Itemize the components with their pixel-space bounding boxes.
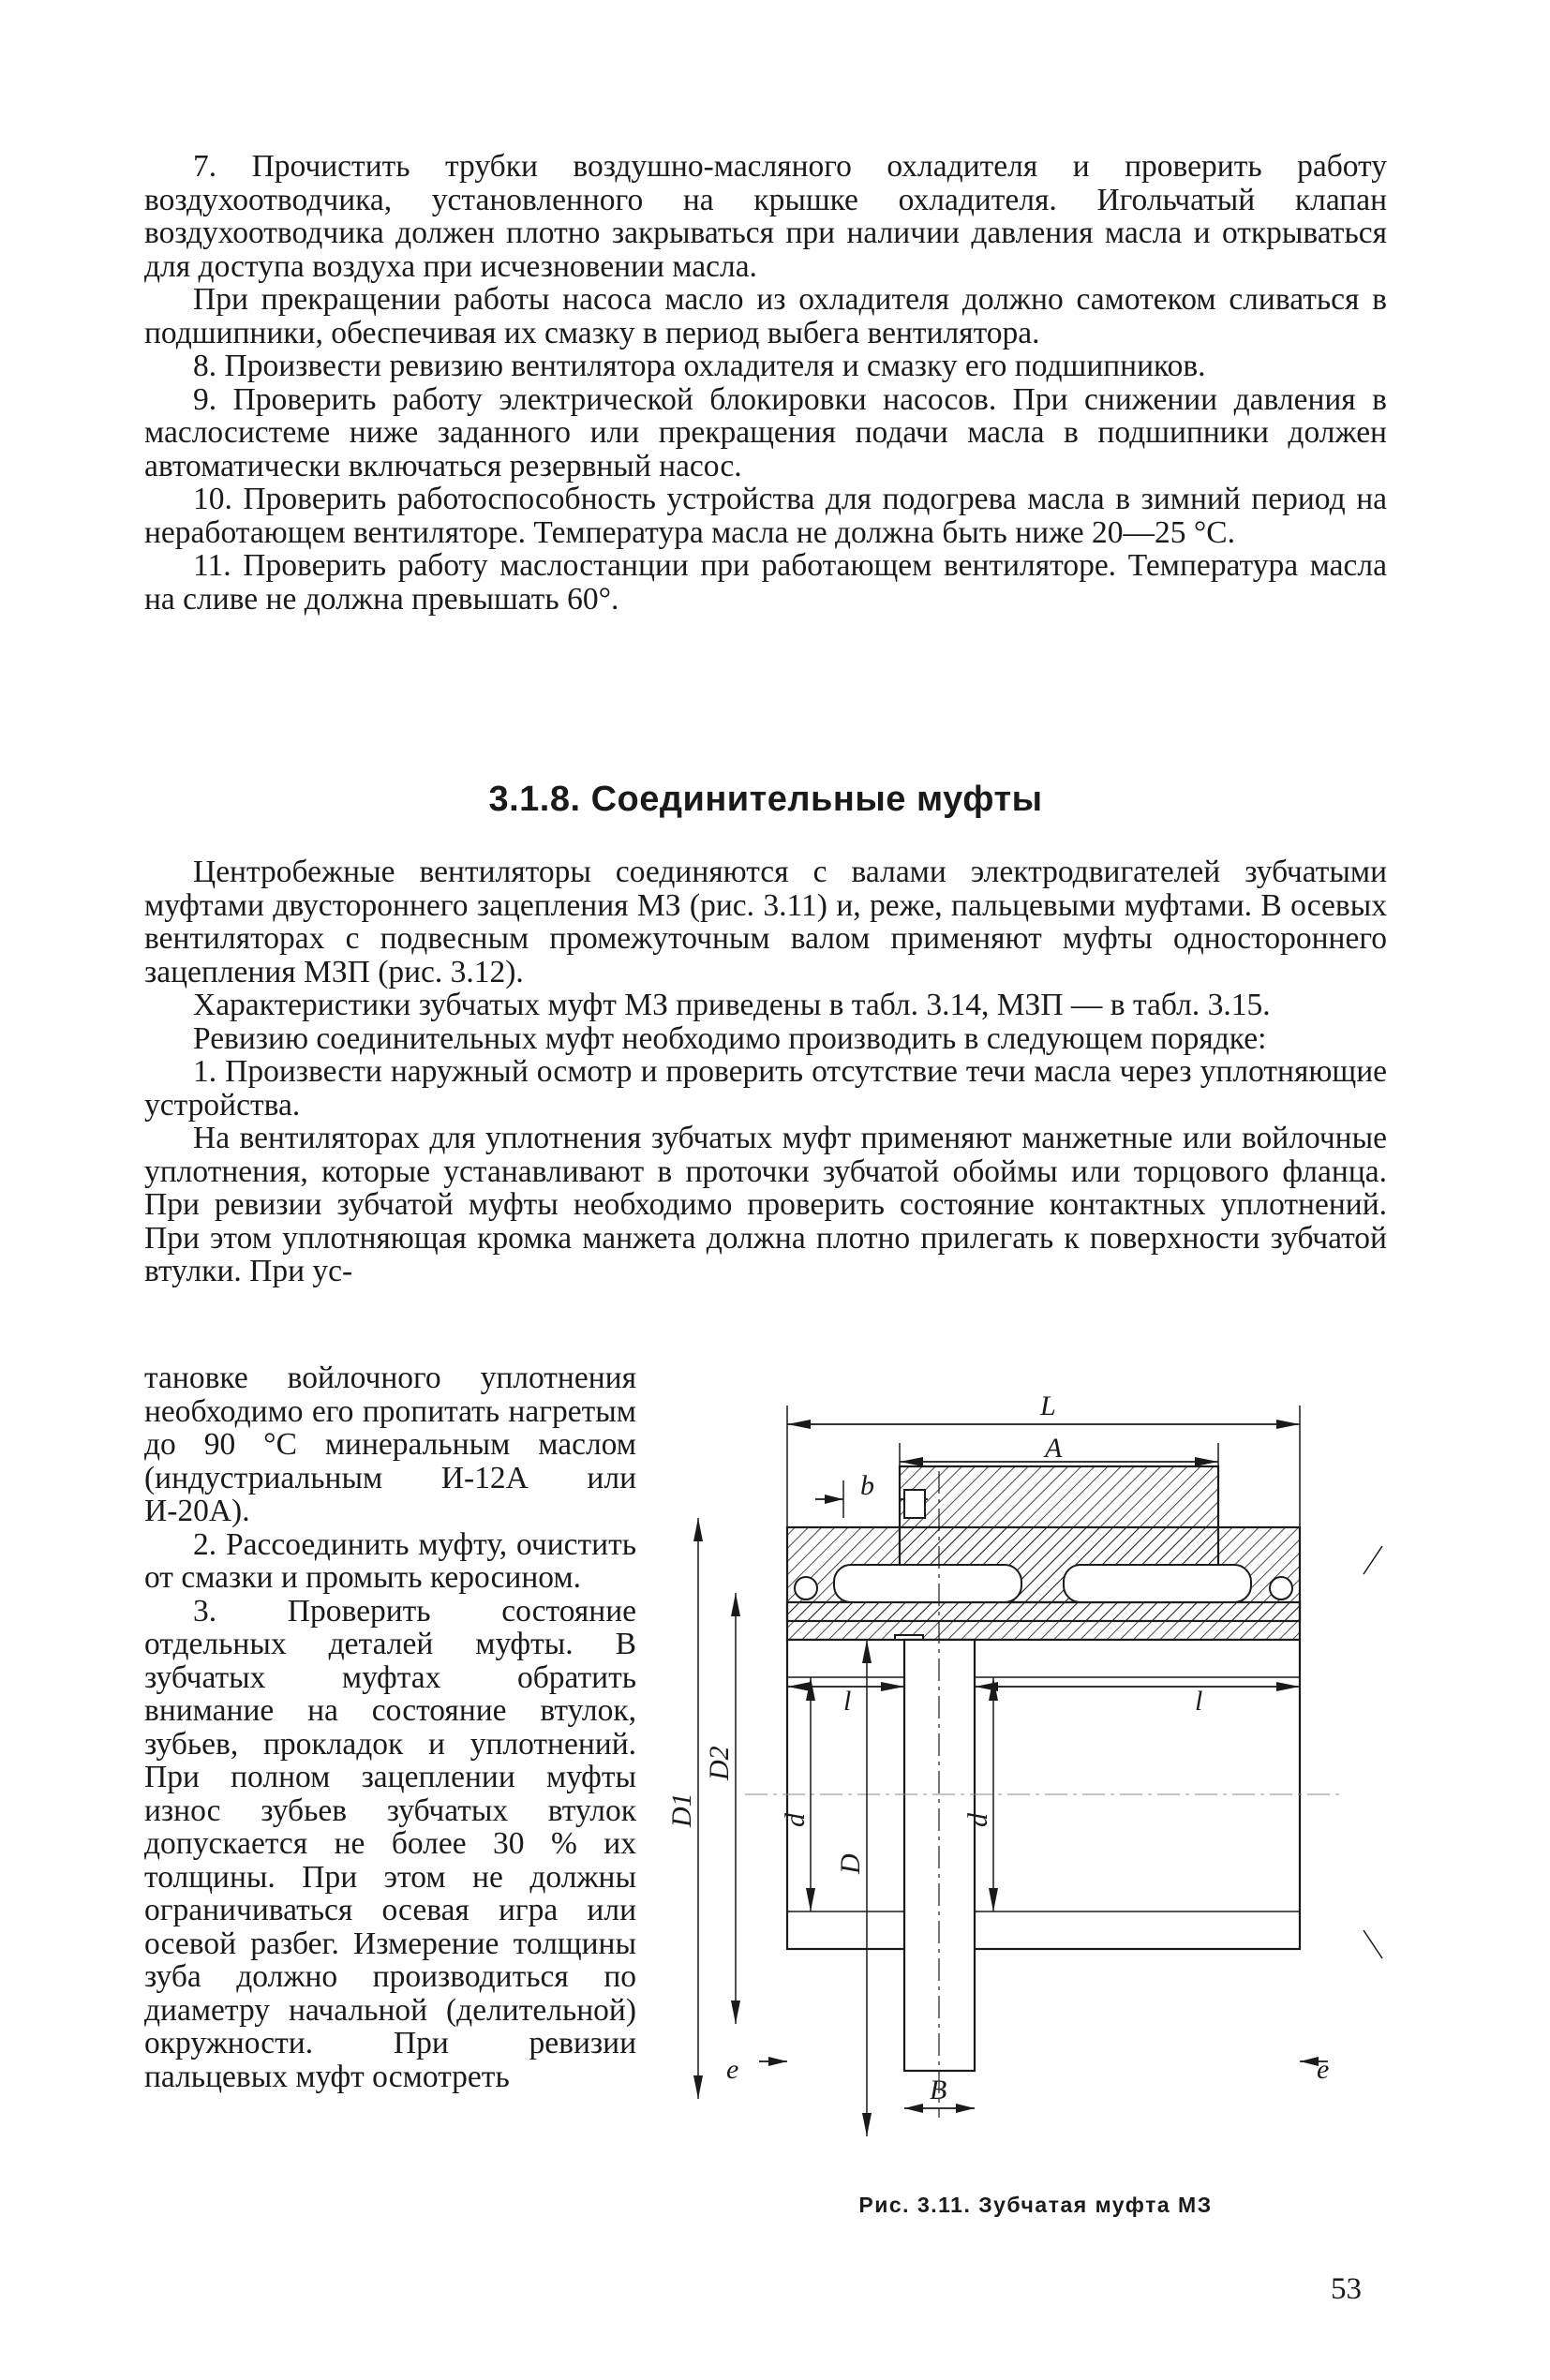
- paragraph: 3. Проверить состояние отдельных деталей муфты. В зубчатых муфтах обратить внимание на состояние втулок, зубьев, прокладок и уплотнений. При полном зацеплении муфты износ зубьев зубчатых втулок допускается не более 30 % их толщины. При этом не должны ограничиваться осевая игра или осевой разбег. Измерение толщины зуба должно производиться по диаметру начальной (делительной) окружности. При ревизии пальцевых муфт осмотреть: [144, 1593, 636, 2094]
- paragraph: При прекращении работы насоса масло из охладителя должно самотеком сливаться в подшипники, обеспечивая их смазку в период выбега вентилятора.: [144, 282, 1387, 350]
- paragraph: 8. Произвести ревизию вентилятора охладителя и смазку его подшипников.: [193, 349, 1206, 383]
- label-D2: D2: [704, 1746, 735, 1780]
- label-l: l: [843, 1686, 852, 1717]
- dimension-e: [726, 2054, 1329, 2085]
- label-l: l: [1195, 1686, 1203, 1717]
- label-A: A: [1045, 1433, 1063, 1464]
- paragraph: Характеристики зубчатых муфт МЗ приведены в табл. 3.14, МЗП — в табл. 3.15.: [193, 988, 1271, 1022]
- label-d: d: [780, 1813, 811, 1827]
- label-L: L: [1040, 1391, 1056, 1421]
- paragraph: Центробежные вентиляторы соединяются с валами электродвигателей зубчатыми муфтами двустороннего зацепления МЗ (рис. 3.11) и, реже, пальцевыми муфтами. В осевых вентиляторах с подвесным промежуточным валом применяют муфты одностороннего зацепления МЗП (рис. 3.12).: [144, 855, 1387, 989]
- section-text-block: [144, 855, 1387, 1288]
- label-d: d: [962, 1813, 993, 1827]
- figure-caption: Рис. 3.11. Зубчатая муфта МЗ: [858, 2193, 1213, 2217]
- dimension-B: [904, 2075, 975, 2113]
- paragraph: 10. Проверить работоспособность устройства для подогрева масла в зимний период на неработающем вентиляторе. Температура масла не должна быть ниже 20—25 °С.: [144, 482, 1387, 550]
- coupling-drawing: [666, 1387, 1401, 2193]
- paragraph: тановке войлочного уплотнения необходимо его пропитать нагретым до 90 °С минеральным маслом (индустриальным И-12А или И-20А).: [144, 1361, 636, 1528]
- label-b: b: [860, 1470, 874, 1501]
- top-text-block: [144, 150, 1387, 616]
- narrow-text-block: [144, 1361, 636, 2093]
- paragraph: 2. Рассоединить муфту, очистить от смазки и промыть керосином.: [144, 1526, 636, 1595]
- label-D: D: [835, 1853, 866, 1874]
- coupling-figure: [666, 1387, 1401, 2193]
- label-D1: D1: [666, 1792, 697, 1827]
- paragraph: 11. Проверить работу маслостанции при работающем вентиляторе. Температура масла на сливе не должна превышать 60°.: [144, 548, 1387, 617]
- paragraph: На вентиляторах для уплотнения зубчатых муфт применяют манжетные или войлочные уплотнения, которые устанавливают в проточки зубчатой обоймы или торцового фланца. При ревизии зубчатой муфты необходимо проверить состояние контактных уплотнений. При этом уплотняющая кромка манжета должна плотно прилегать к поверхности зубчатой втулки. При ус-: [144, 1121, 1387, 1288]
- paragraph: 9. Проверить работу электрической блокировки насосов. При снижении давления в маслосистеме ниже заданного или прекращения подачи масла в подшипники должен автоматически включаться резервный насос.: [144, 381, 1387, 483]
- paragraph: Ревизию соединительных муфт необходимо производить в следующем порядке:: [193, 1020, 1267, 1056]
- section-heading: 3.1.8. Соединительные муфты: [488, 780, 1043, 819]
- label-e: e: [1317, 2054, 1330, 2085]
- label-e: e: [726, 2054, 739, 2085]
- page-number: 53: [1331, 2272, 1362, 2306]
- paragraph: 7. Прочистить трубки воздушно-масляного охладителя и проверить работу воздухоотводчика, установленного на крышке охладителя. Игольчатый клапан воздухоотводчика должен плотно закрываться при наличии давления масла и открываться для доступа воздуха при исчезновении масла.: [144, 149, 1387, 284]
- paragraph: 1. Произвести наружный осмотр и проверить отсутствие течи масла через уплотняющие устройства.: [144, 1054, 1387, 1123]
- label-B: B: [930, 2075, 947, 2105]
